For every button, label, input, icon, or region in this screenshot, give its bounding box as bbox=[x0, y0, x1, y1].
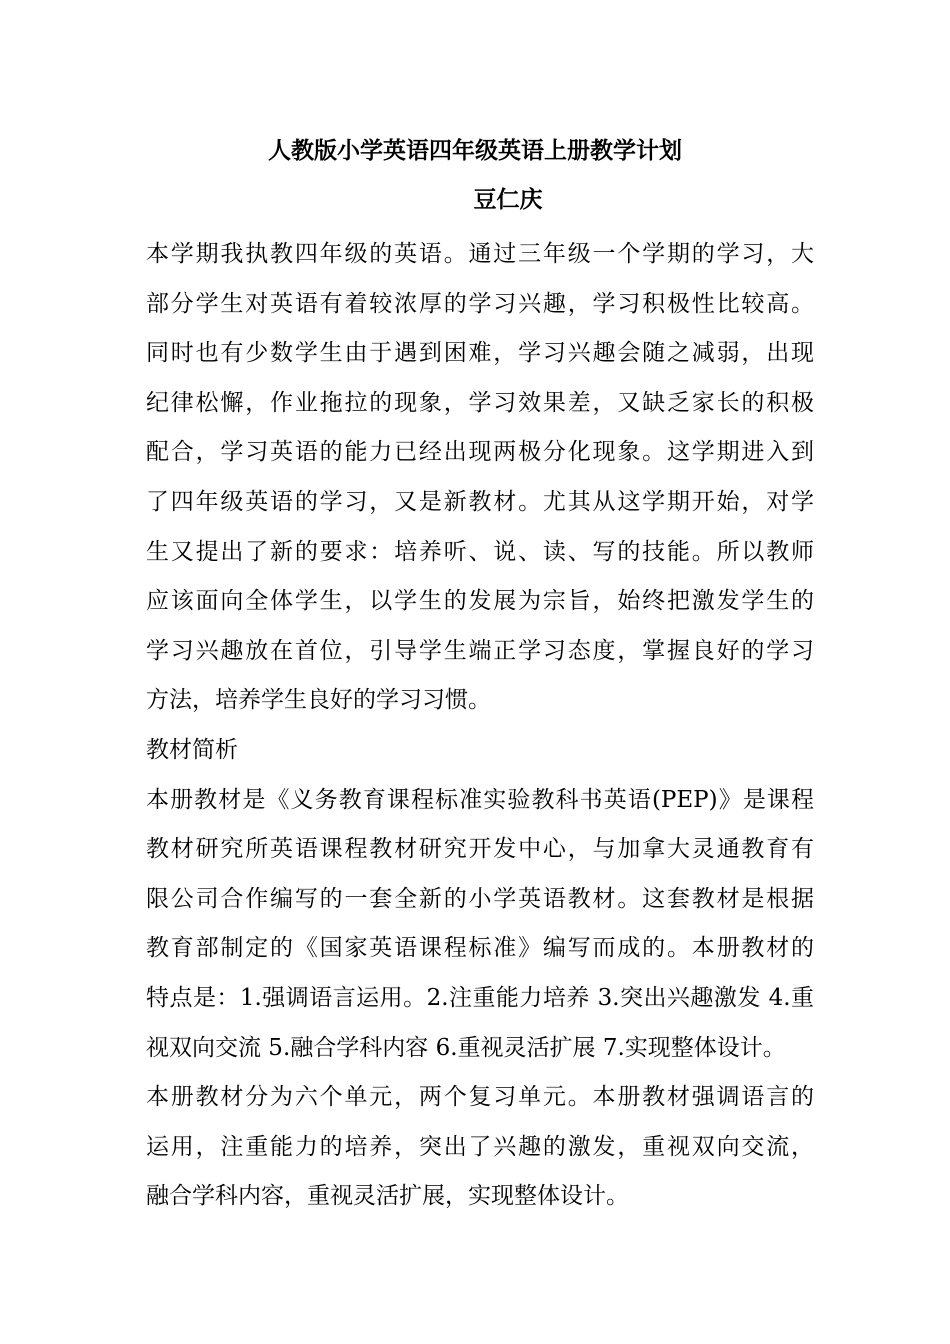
paragraph-line: 本册教材是《义务教育课程标准实验教科书英语(PEP)》是课程 bbox=[146, 786, 814, 813]
paragraph-line: 本学期我执教四年级的英语。通过三年级一个学期的学习，大 bbox=[146, 241, 814, 267]
paragraph-line: 学习兴趣放在首位，引导学生端正学习态度，掌握良好的学习 bbox=[146, 637, 814, 664]
paragraph-line: 限公司合作编写的一套全新的小学英语教材。这套教材是根据 bbox=[146, 885, 814, 912]
paragraph-line: 纪律松懈，作业拖拉的现象，学习效果差，又缺乏家长的积极 bbox=[146, 389, 814, 416]
paragraph-line: 教育部制定的《国家英语课程标准》编写而成的。本册教材的 bbox=[146, 935, 814, 962]
paragraph-line: 了四年级英语的学习，又是新教材。尤其从这学期开始，对学 bbox=[146, 488, 814, 515]
paragraph-line: 方法，培养学生良好的学习习惯。 bbox=[146, 687, 491, 714]
document-body bbox=[146, 230, 814, 1222]
paragraph-line: 运用，注重能力的培养，突出了兴趣的激发，重视双向交流， bbox=[146, 1133, 814, 1160]
paragraph-line: 本册教材分为六个单元，两个复习单元。本册教材强调语言的 bbox=[146, 1084, 814, 1111]
paragraph-line: 配合，学习英语的能力已经出现两极分化现象。这学期进入到 bbox=[146, 439, 814, 466]
paragraph-line: 特点是：1.强调语言运用。2.注重能力培养 3.突出兴趣激发 4.重 bbox=[146, 984, 814, 1011]
paragraph-line: 应该面向全体学生，以学生的发展为宗旨，始终把激发学生的 bbox=[146, 588, 814, 615]
document-title: 人教版小学英语四年级英语上册教学计划 bbox=[268, 138, 682, 164]
paragraph-line: 生又提出了新的要求：培养听、说、读、写的技能。所以教师 bbox=[146, 538, 814, 565]
paragraph-line: 部分学生对英语有着较浓厚的学习兴趣，学习积极性比较高。 bbox=[146, 290, 814, 317]
paragraph-line: 融合学科内容，重视灵活扩展，实现整体设计。 bbox=[146, 1183, 629, 1210]
paragraph-line: 同时也有少数学生由于遇到困难，学习兴趣会随之减弱，出现 bbox=[146, 340, 814, 367]
document-author: 豆仁庆 bbox=[473, 187, 543, 213]
section-heading: 教材简析 bbox=[146, 736, 238, 763]
paragraph-line: 教材研究所英语课程教材研究开发中心，与加拿大灵通教育有 bbox=[146, 836, 814, 863]
paragraph-line: 视双向交流 5.融合学科内容 6.重视灵活扩展 7.实现整体设计。 bbox=[146, 1034, 786, 1061]
